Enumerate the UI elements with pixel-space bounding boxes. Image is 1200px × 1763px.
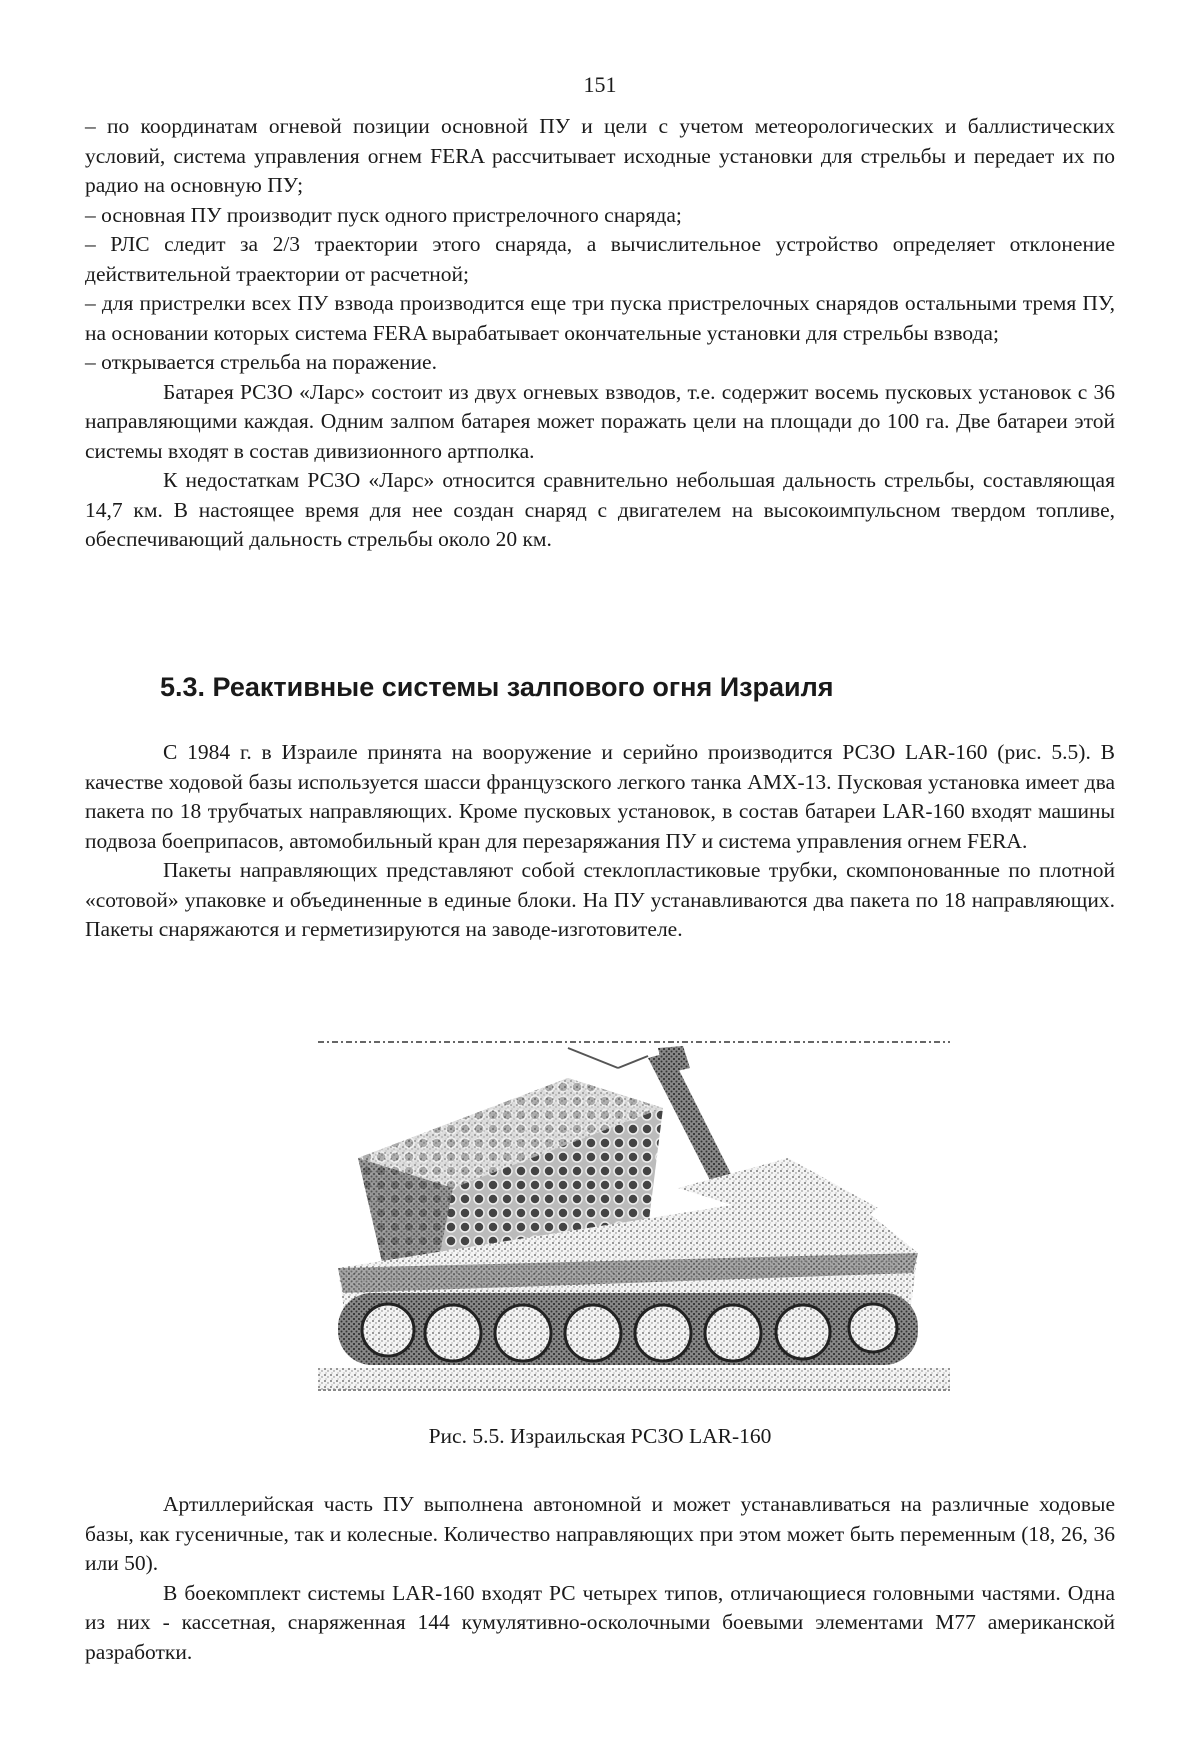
page-number: 151 xyxy=(583,72,617,97)
bottom-body xyxy=(85,1490,1115,1667)
section-heading: 5.3. Реактивные системы залпового огня Израиля xyxy=(160,672,834,702)
paragraph: Батарея РСЗО «Ларс» состоит из двух огневых взводов, т.е. содержит восемь пусковых установок с 36 направляющими каждая. Одним залпом батарея может поражать цели на площади до 100 га. Две батареи этой системы входят в состав дивизионного артполка. xyxy=(85,379,1115,463)
section-body xyxy=(85,738,1115,945)
paragraph: В боекомплект системы LAR-160 входят РС четырех типов, отличающиеся головными частями. Одна из них - кассетная, снаряженная 144 кумулятивно-осколочными боевыми элементами M77 американской разработки. xyxy=(85,1580,1115,1664)
paragraph: Пакеты направляющих представляют собой стеклопластиковые трубки, скомпонованные по плотной «сотовой» упаковке и объединенные в единые блоки. На ПУ устанавливаются два пакета по 18 направляющих. Пакеты снаряжаются и герметизируются на заводе-изготовителе. xyxy=(85,858,1115,941)
paragraph: К недостаткам РСЗО «Ларс» относится сравнительно небольшая дальность стрельбы, составляющая 14,7 км. В настоящее время для нее создан снаряд с двигателем на высокоимпульсном твердом топливе, обеспечивающий дальность стрельбы около 20 км. xyxy=(85,468,1115,551)
list-item: – открывается стрельба на поражение. xyxy=(85,350,437,374)
rocket-launcher-illustration xyxy=(318,1038,950,1398)
list-item: – РЛС следит за 2/3 траектории этого снаряда, а вычислительное устройство определяет отклонение действительной траектории от расчетной; xyxy=(85,232,1115,286)
paragraph: С 1984 г. в Израиле принята на вооружение и серийно производится РСЗО LAR-160 (рис. 5.5). В качестве ходовой базы используется шасси французского легкого танка AMX-13. Пусковая установка имеет два пакета по 18 трубчатых направляющих. Кроме пусковых установок, в состав батареи LAR-160 входят машины подвоза боеприпасов, автомобильный кран для перезаряжания ПУ и система управления огнем FERA. xyxy=(85,740,1115,853)
paragraph: Артиллерийская часть ПУ выполнена автономной и может устанавливаться на различные ходовые базы, как гусеничные, так и колесные. Количество направляющих при этом может быть переменным (18, 26, 36 или 50). xyxy=(85,1492,1115,1575)
figure-caption: Рис. 5.5. Израильская РСЗО LAR-160 xyxy=(428,1424,772,1448)
bullet-list xyxy=(85,112,1115,555)
list-item: – для пристрелки всех ПУ взвода производится еще три пуска пристрелочных снарядов остальными тремя ПУ, на основании которых система FERA вырабатывает окончательные установки для стрельбы взвода; xyxy=(85,291,1115,345)
figure-lar160-photo xyxy=(318,1038,950,1398)
list-item: – по координатам огневой позиции основной ПУ и цели с учетом метеорологических и баллистических условий, система управления огнем FERA рассчитывает исходные установки для стрельбы и передает их по радио на основную ПУ; xyxy=(85,114,1115,197)
list-item: – основная ПУ производит пуск одного пристрелочного снаряда; xyxy=(85,202,682,227)
